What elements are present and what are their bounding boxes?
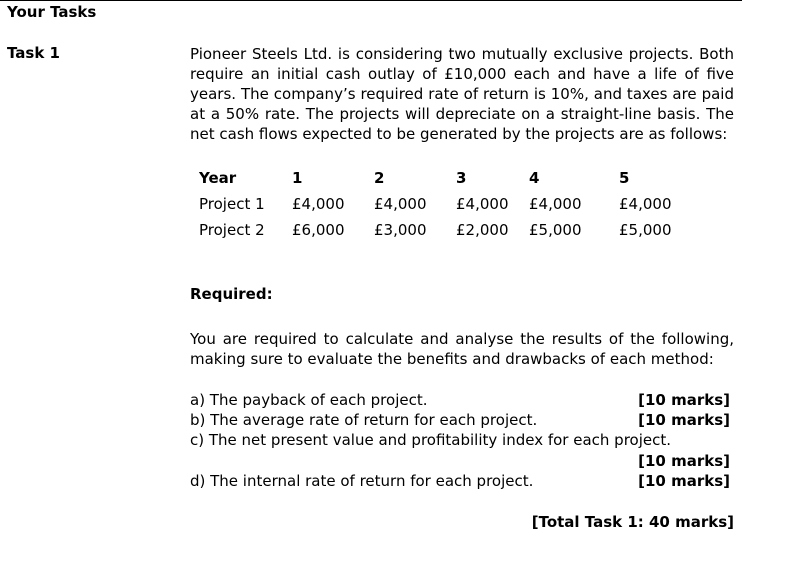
required-heading: Required: <box>190 285 273 303</box>
top-rule <box>0 0 742 1</box>
item-c-marks: [10 marks] <box>638 452 730 470</box>
header-cell-4: 4 <box>529 169 540 187</box>
section-heading: Your Tasks <box>7 3 97 21</box>
item-b-text: b) The average rate of return for each project. <box>190 411 538 429</box>
row-label: Project 2 <box>199 221 265 239</box>
table-cell: £4,000 <box>619 195 672 213</box>
total-marks: [Total Task 1: 40 marks] <box>531 513 734 531</box>
table-cell: £5,000 <box>529 221 582 239</box>
table-cell: £4,000 <box>456 195 509 213</box>
item-a-text: a) The payback of each project. <box>190 391 428 409</box>
table-cell: £5,000 <box>619 221 672 239</box>
table-header-row <box>193 165 679 191</box>
task-intro-paragraph: Pioneer Steels Ltd. is considering two mutually exclusive projects. Both require an initial cash outlay of £10,000 each and have a life of five years. The company’s required rate of return is 10%, and taxes are paid at a 50% rate. The projects will depreciate on a straight-line basis. The net cash flows expected to be generated by the projects are as follows: <box>190 45 734 143</box>
item-a-marks: [10 marks] <box>638 391 730 409</box>
header-cell-1: 1 <box>292 169 303 187</box>
table-cell: £3,000 <box>374 221 427 239</box>
header-cell-3: 3 <box>456 169 467 187</box>
item-c-text: c) The net present value and profitability index for each project. <box>190 431 672 449</box>
item-d-marks: [10 marks] <box>638 472 730 490</box>
header-cell-year: Year <box>199 169 237 187</box>
header-cell-2: 2 <box>374 169 385 187</box>
table-row <box>193 217 679 243</box>
header-cell-5: 5 <box>619 169 630 187</box>
row-label: Project 1 <box>199 195 265 213</box>
table-cell: £6,000 <box>292 221 345 239</box>
table-cell: £4,000 <box>529 195 582 213</box>
table-cell: £4,000 <box>292 195 345 213</box>
table-row <box>193 191 679 217</box>
item-b-marks: [10 marks] <box>638 411 730 429</box>
table-cell: £2,000 <box>456 221 509 239</box>
instruction-paragraph: You are required to calculate and analyse the results of the following, making sure to evaluate the benefits and drawbacks of each method: <box>190 330 734 368</box>
item-d-text: d) The internal rate of return for each project. <box>190 472 534 490</box>
cash-flow-table <box>193 165 679 243</box>
table-cell: £4,000 <box>374 195 427 213</box>
task-label: Task 1 <box>7 44 60 62</box>
